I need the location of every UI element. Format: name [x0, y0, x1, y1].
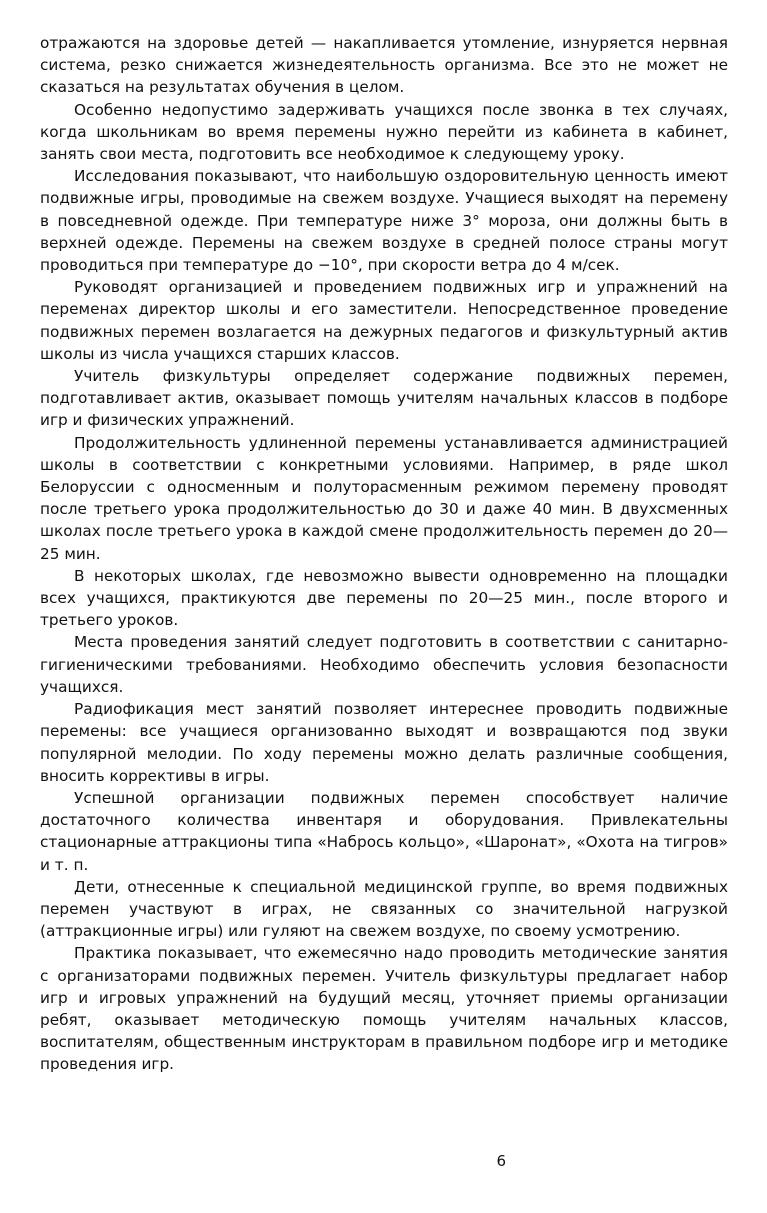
paragraph-two-breaks: В некоторых школах, где невозможно вывести одновременно на площадки всех учащихся, практикуются две перемены по 20—25 мин., после второго и третьего уроков. — [40, 566, 728, 630]
paragraph-special-group: Дети, отнесенные к специальной медицинской группе, во время подвижных перемен участвуют в играх, не связанных со значительной нагрузкой (аттракционные игры) или гуляют на свежем воздухе, по своему усмотрению. — [40, 877, 728, 941]
paragraph-radio: Радиофикация мест занятий позволяет интереснее проводить подвижные перемены: все учащиеся организованно выходят и возвращаются под звуки популярной мелодии. По ходу перемены можно делать различные сообщения, вносить коррективы в игры. — [40, 700, 728, 785]
paragraph-outdoor-games: Исследования показывают, что наибольшую оздоровительную ценность имеют подвижные игры, проводимые на свежем воздухе. Учащиеся выходят на перемену в повседневной одежде. При температуре ниже 3° мороза, они должны быть в верхней одежде. Перемены на свежем воздухе в средней полосе страны могут проводиться при температуре до −10°, при скорости ветра до 4 м/сек. — [40, 167, 728, 275]
paragraph-leadership: Руководят организацией и проведением подвижных игр и упражнений на переменах директор школы и его заместители. Непосредственное проведение подвижных перемен возлагается на дежурных педагогов и физкультурный актив школы из числа учащихся старших классов. — [40, 278, 728, 363]
page-number: 6 — [496, 1152, 506, 1170]
paragraph-equipment: Успешной организации подвижных перемен способствует наличие достаточного количества инвентаря и оборудования. Привлекательны стационарные аттракционы типа «Набрось кольцо», «Шаронат», «Охота на тигров» и т. п. — [40, 788, 728, 874]
page-text — [40, 32, 728, 1076]
paragraph-venues: Места проведения занятий следует подготовить в соответствии с санитарно-гигиеническими требованиями. Необходимо обеспечить условия безопасности учащихся. — [40, 633, 728, 696]
paragraph-delay-after-bell: Особенно недопустимо задерживать учащихся после звонка в тех случаях, когда школьникам во время перемены нужно перейти из кабинета в кабинет, занять свои места, подготовить все необходимое к следующему уроку. — [40, 100, 728, 164]
paragraph-duration: Продолжительность удлиненной перемены устанавливается администрацией школы в соответствии с конкретными условиями. Например, в ряде школ Белоруссии с односменным и полуторасменным режимом перемену проводят после третьего урока продолжительностью до 30 и даже 40 мин. В двухсменных школах после третьего урока в каждой смене продолжительность перемен до 20—25 мин. — [40, 433, 728, 563]
paragraph-continuation: отражаются на здоровье детей — накапливается утомление, изнуряется нервная система, резко снижается жизнедеятельность организма. Все это не может не сказаться на результатах обучения в целом. — [40, 34, 728, 97]
paragraph-methodical: Практика показывает, что ежемесячно надо проводить методические занятия с организаторами подвижных перемен. Учитель физкультуры предлагает набор игр и игровых упражнений на будущий месяц, уточняет приемы организации ребят, оказывает методическую помощь учителям начальных классов, воспитателям, общественным инструкторам в правильном подборе игр и методике проведения игр. — [40, 944, 728, 1074]
paragraph-pe-teacher: Учитель физкультуры определяет содержание подвижных перемен, подготавливает актив, оказывает помощь учителям начальных классов в подборе игр и физических упражнений. — [40, 367, 728, 430]
